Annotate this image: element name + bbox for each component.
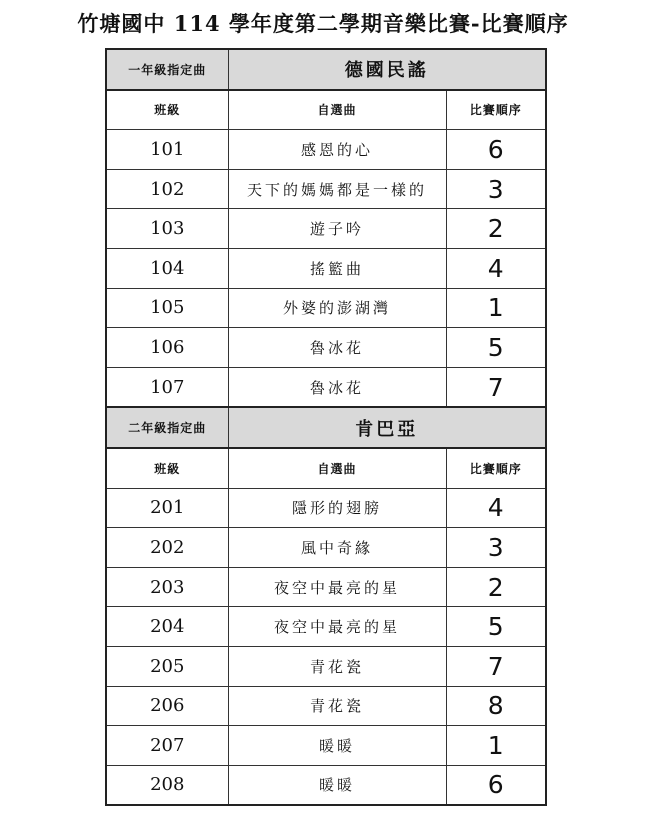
table-row	[106, 130, 546, 170]
column-header-class: 班級	[106, 448, 228, 488]
competition-order-table	[105, 48, 547, 806]
class-cell: 206	[106, 686, 228, 726]
grade2-label: 二年級指定曲	[106, 407, 228, 448]
class-cell: 103	[106, 209, 228, 249]
order-cell: 3	[446, 169, 546, 209]
table-row	[106, 726, 546, 766]
table-row	[106, 488, 546, 528]
class-cell: 107	[106, 367, 228, 407]
order-cell: 2	[446, 209, 546, 249]
song-cell: 暖暖	[228, 726, 446, 766]
grade1-label: 一年級指定曲	[106, 49, 228, 90]
table-row	[106, 646, 546, 686]
order-cell: 5	[446, 607, 546, 647]
grade2-header-row	[106, 448, 546, 488]
table-row	[106, 567, 546, 607]
table-row	[106, 765, 546, 805]
song-cell: 隱形的翅膀	[228, 488, 446, 528]
table-row	[106, 686, 546, 726]
song-cell: 搖籃曲	[228, 248, 446, 288]
page-title: 竹塘國中 114 學年度第二學期音樂比賽-比賽順序	[77, 11, 569, 36]
table-row	[106, 248, 546, 288]
table-row	[106, 288, 546, 328]
column-header-class: 班級	[106, 90, 228, 130]
column-header-song: 自選曲	[228, 90, 446, 130]
class-cell: 104	[106, 248, 228, 288]
order-cell: 7	[446, 367, 546, 407]
table-row	[106, 328, 546, 368]
class-cell: 202	[106, 528, 228, 568]
song-cell: 天下的媽媽都是一樣的	[228, 169, 446, 209]
table-row	[106, 209, 546, 249]
grade1-header-row	[106, 90, 546, 130]
order-cell: 4	[446, 488, 546, 528]
grade1-section-row	[106, 49, 546, 90]
table-row	[106, 607, 546, 647]
order-cell: 6	[446, 765, 546, 805]
class-cell: 203	[106, 567, 228, 607]
table-row	[106, 528, 546, 568]
class-cell: 208	[106, 765, 228, 805]
song-cell: 夜空中最亮的星	[228, 567, 446, 607]
table-row	[106, 169, 546, 209]
grade2-set-song: 肯巴亞	[228, 407, 546, 448]
song-cell: 感恩的心	[228, 130, 446, 170]
song-cell: 風中奇緣	[228, 528, 446, 568]
order-cell: 7	[446, 646, 546, 686]
song-cell: 魯冰花	[228, 328, 446, 368]
song-cell: 夜空中最亮的星	[228, 607, 446, 647]
song-cell: 青花瓷	[228, 686, 446, 726]
class-cell: 201	[106, 488, 228, 528]
song-cell: 外婆的澎湖灣	[228, 288, 446, 328]
column-header-order: 比賽順序	[446, 448, 546, 488]
order-cell: 8	[446, 686, 546, 726]
order-cell: 5	[446, 328, 546, 368]
order-cell: 1	[446, 726, 546, 766]
table-row	[106, 367, 546, 407]
class-cell: 207	[106, 726, 228, 766]
class-cell: 205	[106, 646, 228, 686]
column-header-order: 比賽順序	[446, 90, 546, 130]
class-cell: 102	[106, 169, 228, 209]
column-header-song: 自選曲	[228, 448, 446, 488]
song-cell: 青花瓷	[228, 646, 446, 686]
grade2-section-row	[106, 407, 546, 448]
order-cell: 2	[446, 567, 546, 607]
order-cell: 4	[446, 248, 546, 288]
song-cell: 暖暖	[228, 765, 446, 805]
song-cell: 魯冰花	[228, 367, 446, 407]
order-cell: 1	[446, 288, 546, 328]
song-cell: 遊子吟	[228, 209, 446, 249]
class-cell: 101	[106, 130, 228, 170]
class-cell: 105	[106, 288, 228, 328]
class-cell: 106	[106, 328, 228, 368]
order-cell: 6	[446, 130, 546, 170]
class-cell: 204	[106, 607, 228, 647]
order-cell: 3	[446, 528, 546, 568]
grade1-set-song: 德國民謠	[228, 49, 546, 90]
